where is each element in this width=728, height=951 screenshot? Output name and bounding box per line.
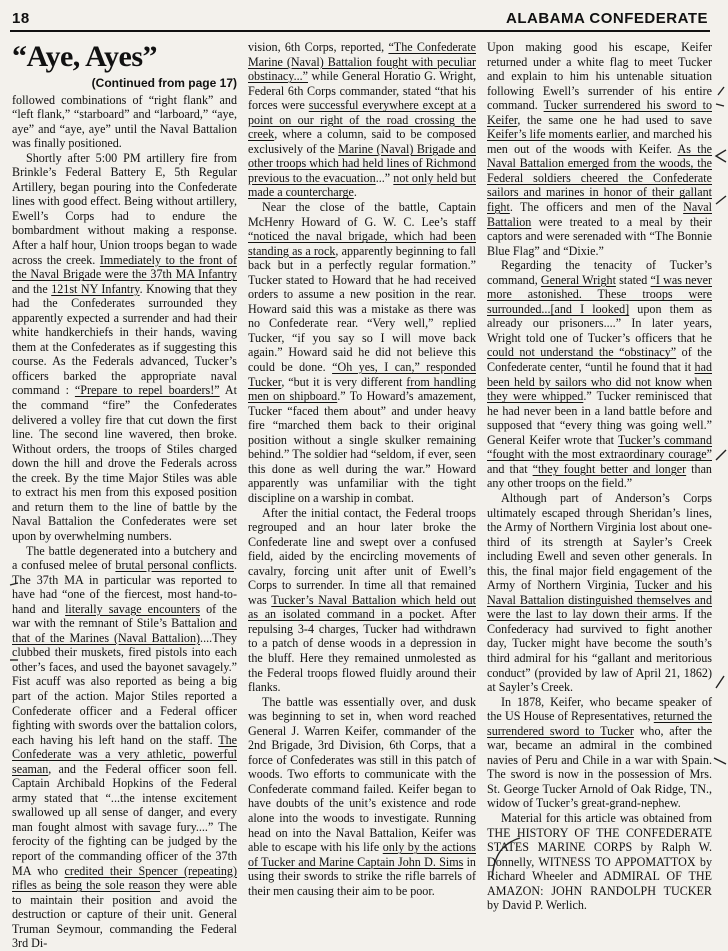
underlined-phrase: brutal personal conflicts — [115, 558, 234, 573]
underlined-phrase: “noticed the naval brigade, which had been standing as a rock — [248, 229, 476, 258]
underlined-phrase: Tucker’s Naval Battalion which held out as an isolated command in a pocket — [248, 592, 476, 622]
underlined-phrase: Tucker and his Naval Battalion distinguished themselves and were the last to lay down their arms — [487, 578, 712, 622]
underlined-phrase: “they fought better and longer — [532, 461, 687, 476]
margin-mark-2 — [716, 150, 726, 162]
paragraph: vision, 6th Corps, reported, “The Confederate Marine (Naval) Battalion fought with peculiar obstinacy...” while General Horatio G. Wright, Federal 6th Corps commander, stated “that his forces were successful everywhere except at a point on our right of the road crossing the creek, where a column, said to be composed exclusively of the Marine (Naval) Brigade and other troops which had held lines of Richmond previous to the evacuation...” not only held but made a countercharge. — [248, 40, 477, 200]
column-1-body — [12, 93, 237, 951]
underlined-phrase: Marine (Naval) Brigade and other troops which had held lines of Richmond previous to the evacuation — [248, 141, 477, 185]
margin-mark-4 — [716, 450, 726, 460]
underlined-phrase: returned the surrendered sword to Tucker — [487, 709, 713, 738]
underlined-phrase: Tucker’s command “fought with the most extraordinary courage” — [487, 432, 712, 462]
underlined-phrase: Immediately to the front of the Naval Brigade were the 37th MA Infantry — [12, 252, 237, 282]
margin-mark-5 — [716, 676, 724, 688]
paragraph: After the initial contact, the Federal troops regrouped and an hour later broke the Confederate line and swept over a confused field, aided by the encircling movements of cavalry, forcing unit after unit of Ewell’s Corps to surrender. In time all that remained was Tucker’s Naval Battalion which held out as an isolated command in a pocket. After repulsing 3-4 charges, Tucker had withdrawn to a patch of dense woods in a depression in the bluff. Here they remained unmolested as the Federal troops flowed fluidly around their flanks. — [248, 505, 476, 695]
underlined-phrase: General Wright — [540, 272, 616, 287]
margin-mark-1 — [716, 87, 724, 106]
underlined-phrase: 121st NY Infantry — [51, 281, 140, 296]
underlined-phrase: “Oh yes, I can,” responded Tucker — [248, 360, 476, 389]
paragraph: The battle degenerated into a butchery and a confused melee of brutal personal conflicts. The 37th MA in particular was reported to have had “one of the fiercest, most hand-to-hand and literally savage encounters of the war with the remnant of Stile’s Battalion and that of the Marines (Naval Battalion)....They clubbed their muskets, fired pistols into each other’s faces, and used the bayonet savagely.” Fist acuff was also reported as being a big part of the action. Major Stiles reported a Confederate officer and a Federal officer fighting with swords over the battalion colors, each having his left hand on the staff. The Confederate was a very athletic, powerful seaman, and the Federal officer soon fell. Captain Archibald Hopkins of the Federal army stated that “...the intense excitement swallowed up all sense of danger, and every man fought almost with savage fury....” The ferocity of the fighting can be judged by the report of the commanding officer of the 37th MA who credited their Spencer (repeating) rifles as being the sole reason they were able to maintain their position and avoid the destruction or capture of their unit. General Truman Seymour, commanding the Federal 3rd Di- — [12, 543, 237, 951]
paragraph: The battle was essentially over, and dusk was beginning to set in, when word reached General J. Warren Keifer, commander of the 2nd Brigade, 3rd Division, 6th Corps, that a force of Confederates was still in this patch of woods. Two efforts to communicate with the Confederate command failed. Keifer began to have doubts of the unit’s existence and rode alone into the woods to investigate. Running head on into the Naval Battalion, Keifer was able to escape with his life only by the actions of Tucker and Marine Captain John D. Sims in using their swords to strike the rifle barrels of their men causing their aim to be poor. — [248, 694, 476, 898]
article-title: “Aye, Ayes” — [12, 40, 158, 73]
column-2 — [248, 40, 476, 898]
column-1 — [12, 40, 237, 951]
underlined-phrase: had been held by sailors who did not know when they were whipped — [487, 360, 712, 404]
column-3-body — [487, 40, 712, 913]
paragraph: followed combinations of “right flank” and “left flank,” “starboard” and “larboard,” “aye, aye” and “aye, aye” until the Naval Battalion was finally positioned. — [12, 92, 237, 151]
column-3 — [487, 40, 712, 913]
page-number: 18 — [12, 10, 30, 27]
paragraph: In 1878, Keifer, who became speaker of the US House of Representatives, returned the surrendered sword to Tucker who, after the war, became an admiral in the combined navies of Peru and Chile in a war with Spain. The sword is now in the possession of Mrs. St. George Tucker Arnold of Oak Ridge, TN., widow of Tucker’s great-grand-nephew. — [487, 694, 713, 811]
paragraph: Material for this article was obtained from THE HISTORY OF THE CONFEDERATE STATES MARINE CORPS by Ralph W. Donnelly, WITNESS TO APPOMATTOX by Richard Wheeler and ADMIRAL OF THE AMAZON: JOHN RANDOLPH TUCKER by David P. Werlich. — [487, 810, 712, 913]
paragraph: Regarding the tenacity of Tucker’s command, General Wright stated “I was never more astonished. These troops were surrounded...[and I looked] upon them as already our prisoners....” In later years, Wright told one of Tucker’s officers that he could not understand the “obstinacy” of the Confederate center, “until he found that it had been held by sailors who did not know when they were whipped.” Tucker reminisced that he had never been in a land battle before and supposed that “every thing was going well.” General Keifer wrote that Tucker’s command “fought with the most extraordinary courage” and that “they fought better and longer than any other troops on the field.” — [487, 258, 712, 491]
underlined-phrase: “The Confederate Marine (Naval) Battalion fought with peculiar obstinacy...” — [248, 40, 476, 84]
margin-mark-3 — [716, 196, 726, 204]
underlined-phrase: credited their Spencer (repeating) rifles as being the sole reason — [12, 863, 237, 893]
magazine-name: ALABAMA CONFEDERATE — [506, 10, 708, 27]
paragraph: Shortly after 5:00 PM artillery fire from Brinkle’s Federal Battery E, 5th Regular Artillery, began pouring into the Confederate lines with good effect. Being without artillery, Ewell’s Corps had to endure the bombardment without making a response. After a half hour, Union troops began to wade across the creek. Immediately to the front of the Naval Brigade were the 37th MA Infantry and the 121st NY Infantry. Knowing that they had the Confederates surrounded they apparently expected a surrender and had their white handkerchiefs in their hands, waving them at the Confederates as if suggesting this course. As the Federals advanced, Tucker’s officers barked the appropriate naval command : “Prepare to repel boarders!” At the command “fire” the Confederates delivered a volley fire that cut down the first line. The second line wavered, then broke. Without orders, the troops of Stiles charged down the hill and drove the Federals across the creek. By the time Major Stiles was able to extract his men from this exposed position and return them to the line of battle by the Naval Battalion the Confederates were set upon by overwhelming numbers. — [12, 150, 237, 543]
underlined-phrase: from handling men on shipboard — [248, 374, 476, 404]
underlined-phrase: could not understand the “obstinacy” — [487, 345, 677, 360]
paragraph: Near the close of the battle, Captain McHenry Howard of G. W. C. Lee’s staff “noticed the naval brigade, which had been standing as a rock, apparently beginning to fall back but in a perfectly regular formation.” Tucker stated to Howard that he had received orders to assume a new position in the rear. Howard said this was a mistake as there was no Confederate rear. “Very well,” replied Tucker, “if you say so I will move back again.” Howard said he did not believe this could be done. “Oh yes, I can,” responded Tucker, “but it is very different from handling men on shipboard.” To Howard’s amazement, Tucker “faced them about” and under heavy fire “marched them back to their original position without a single skulker remaining behind.” The soldier had “seldom, if ever, seen this done as well during the war.” Howard apparently was unfamiliar with the tight discipline on a warship in combat. — [248, 200, 477, 505]
paragraph: Although part of Anderson’s Corps ultimately escaped through Sheridan’s lines, the Army of Northern Virginia lost about one-third of its strength at Sayler’s Creek including Ewell and seven other generals. In this, the final major field engagement of the Army of Northern Virginia, Tucker and his Naval Battalion distinguished themselves and were the last to lay down their arms. If the Confederacy had survived to fight another day, Tucker might have become the south’s third admiral for his “gallant and meritorious conduct” (provided by law of April 21, 1862) at Sayler’s Creek. — [487, 490, 712, 695]
column-2-body — [248, 40, 476, 898]
underlined-phrase: successful everywhere except at a point on our right of the road crossing the creek — [248, 98, 476, 142]
underlined-phrase: Tucker surrendered his sword to Keifer — [487, 98, 712, 127]
underlined-phrase: As the Naval Battalion emerged from the woods, the Federal soldiers cheered the Confederate sailors and marines in honor of their gallant fight — [487, 141, 712, 215]
underlined-phrase: only by the actions of Tucker and Marine Captain John D. Sims — [248, 840, 476, 869]
continued-note: (Continued from page 17) — [91, 76, 237, 90]
underlined-phrase: and that of the Marines (Naval Battalion) — [12, 616, 237, 645]
underlined-phrase: Keifer’s life moments earlier — [487, 127, 627, 142]
page-header — [10, 8, 710, 30]
paragraph: Upon making good his escape, Keifer returned under a white flag to meet Tucker and explain to him his untenable situation following Ewell’s surrender of his entire command. Tucker surrendered his sword to Keifer, the same one he had used to save Keifer’s life moments earlier, and marched his men out of the woods with Keifer. As the Naval Battalion emerged from the woods, the Federal soldiers cheered the Confederate sailors and marines in honor of their gallant fight. The officers and men of the Naval Battalion were treated to a meal by their captors and were serenaded with “The Bonnie Blue Flag” and “Dixie.” — [487, 40, 712, 258]
underlined-phrase: The Confederate was a very athletic, powerful seaman — [12, 732, 237, 776]
header-rule — [10, 30, 710, 32]
underlined-phrase: “I was never more astonished. These troops were surrounded...[and I looked] — [487, 272, 712, 316]
underlined-phrase: not only held but made a countercharge — [248, 170, 476, 200]
underlined-phrase: “Prepare to repel boarders!” — [74, 383, 220, 398]
underlined-phrase: literally savage encounters — [65, 601, 201, 616]
margin-mark-6 — [714, 758, 726, 764]
underlined-phrase: Naval Battalion — [487, 200, 712, 229]
